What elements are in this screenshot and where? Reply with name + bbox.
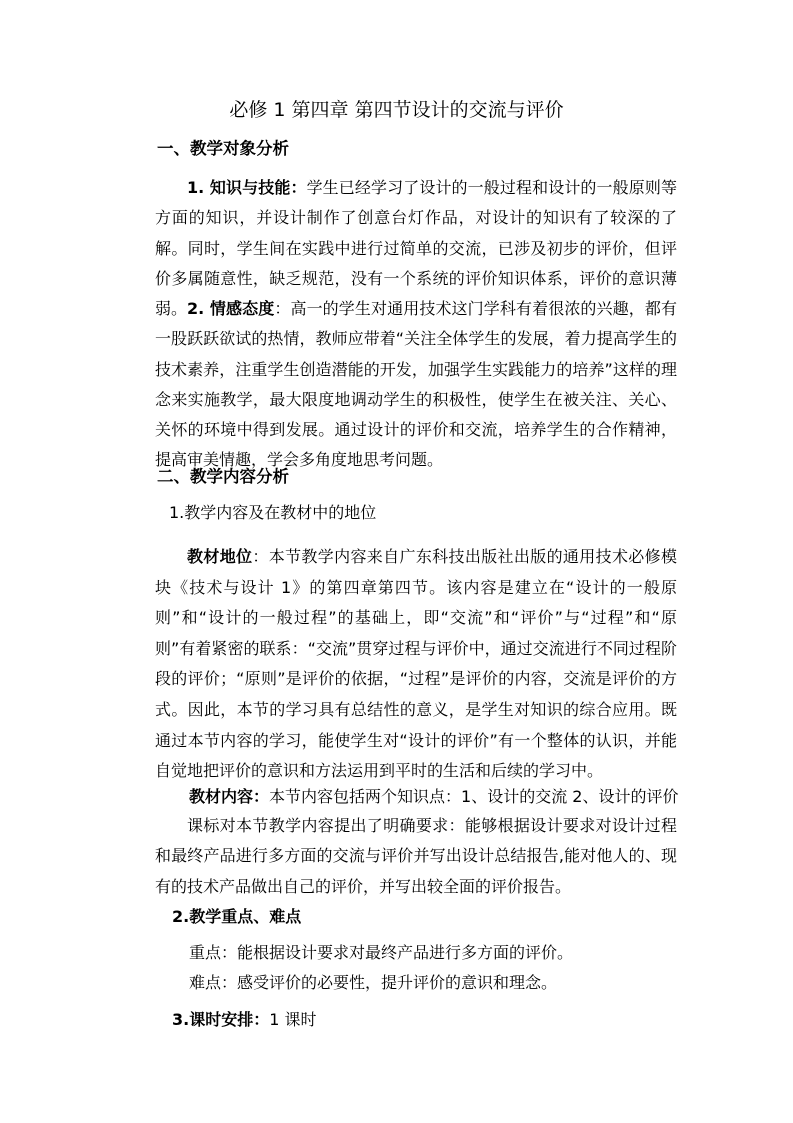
key-point-text: ：能根据设计要求对最终产品进行多方面的评价。 [221,943,574,962]
paragraph-text: 本节内容包括两个知识点：1、设计的交流 2、设计的评价 [269,787,679,806]
paragraph-label: 1. 知识与技能： [187,178,307,197]
paragraph-textbook-content [189,786,678,808]
page-title: 必修 1 第四章 第四节设计的交流与评价 [229,99,564,121]
class-hours-value: 1 课时 [269,1010,317,1029]
paragraph-curriculum-requirements: 课标对本节教学内容提出了明确要求：能够根据设计要求对设计过程和最终产品进行多方面的交流与评价并写出设计总结报告,能对他人的、现有的技术产品做出自己的评价，并写出较全面的评价报告。 [155,816,677,896]
paragraph-label: 教材内容： [189,787,270,806]
paragraph-label: 2. 情感态度 [187,299,275,318]
paragraph-emotion-attitude [155,294,677,476]
difficult-point-label: 难点 [189,973,222,992]
paragraph-text: ：高一的学生对通用技术这门学科有着很浓的兴趣，都有一股跃跃欲试的热情，教师应带着“关注全体学生的发展，着力提高学生的技术素养，注重学生创造潜能的开发，加强学生实践能力的培养”这样的理念来实施教学，最大限度地调动学生的积极性，使学生在被关注、关心、关怀的环境中得到发展。通过设计的评价和交流，培养学生的合作精神，提高审美情趣，学会多角度地思考问题。 [155,299,677,470]
subheading-key-difficult-points: 2.教学重点、难点 [172,907,302,926]
class-hours-label: 3.课时安排： [172,1010,270,1029]
section-heading-2: 二、教学内容分析 [157,467,289,486]
paragraph-label: 教材地位 [187,547,253,566]
difficult-point-line [189,972,557,994]
key-point-line [189,942,573,964]
section-heading-1: 一、教学对象分析 [157,139,289,158]
subheading-content-position: 1.教学内容及在教材中的地位 [169,503,377,522]
paragraph-text: ：本节教学内容来自广东科技出版社出版的通用技术必修模块《技术与设计 1》的第四章第四节。该内容是建立在“设计的一般原则”和“设计的一般过程”的基础上，即“交流”和“评价”与“过程”和“原则”有着紧密的联系：“交流”贯穿过程与评价中，通过交流进行不同过程阶段的评价；“原则”是评价的依据，“过程”是评价的内容，交流是评价的方式。因此，本节的学习具有总结性的意义，是学生对知识的综合应用。既通过本节内容的学习，能使学生对“设计的评价”有一个整体的认识，并能自觉地把评价的意识和方法运用到平时的生活和后续的学习中。 [155,547,677,781]
subheading-class-hours [172,1009,317,1031]
paragraph-text: 学生已经学习了设计的一般过程和设计的一般原则等方面的知识，并设计制作了创意台灯作品，对设计的知识有了较深的了解。同时，学生间在实践中进行过简单的交流，已涉及初步的评价，但评价多属随意性，缺乏规范，没有一个系统的评价知识体系，评价的意识薄弱。 [155,178,677,319]
paragraph-textbook-position [155,542,677,787]
difficult-point-text: ：感受评价的必要性，提升评价的意识和理念。 [221,973,558,992]
key-point-label: 重点 [189,943,222,962]
